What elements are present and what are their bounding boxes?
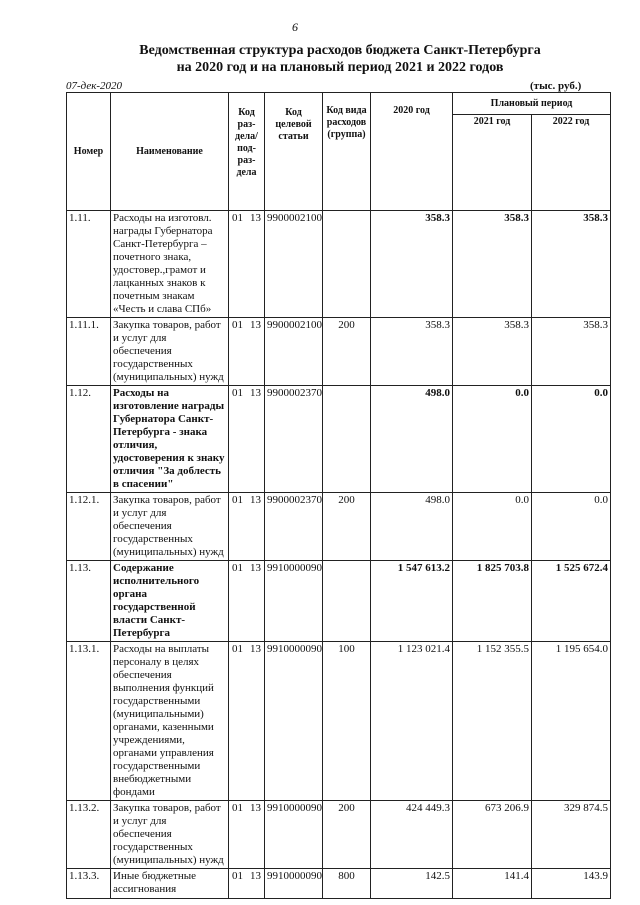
row-razdel-code: 01	[232, 319, 243, 331]
budget-table	[66, 92, 611, 899]
row-stat: 9900002100	[265, 318, 323, 386]
row-razdel	[229, 801, 265, 869]
row-stat: 9910000090	[265, 642, 323, 801]
row-amount-2020: 498.0	[371, 386, 453, 493]
row-podrazdel-code: 13	[250, 870, 261, 882]
row-amount-2022: 329 874.5	[532, 801, 611, 869]
row-vid	[323, 211, 371, 318]
row-podrazdel-code: 13	[250, 387, 261, 399]
row-amount-2020: 498.0	[371, 493, 453, 561]
row-amount-2021: 1 152 355.5	[453, 642, 532, 801]
header-stat: Код целевой статьи	[265, 93, 323, 211]
row-amount-2022: 358.3	[532, 211, 611, 318]
row-name: Расходы на выплаты персоналу в целях обеспечения выполнения функций государственными (муниципальными) органами, казенными учреждениями, органами управления государственными внебюджетными фондами	[111, 642, 229, 801]
title-line-2: на 2020 год и на плановый период 2021 и 2022 годов	[176, 60, 504, 75]
document-title	[60, 42, 620, 76]
row-amount-2022: 0.0	[532, 386, 611, 493]
row-amount-2022: 1 195 654.0	[532, 642, 611, 801]
row-amount-2021: 358.3	[453, 318, 532, 386]
row-number: 1.13.2.	[67, 801, 111, 869]
table-row	[67, 318, 611, 386]
header-2021: 2021 год	[453, 115, 532, 211]
row-razdel-code: 01	[232, 870, 243, 882]
row-number: 1.13.1.	[67, 642, 111, 801]
row-razdel	[229, 318, 265, 386]
row-razdel	[229, 211, 265, 318]
row-amount-2021: 0.0	[453, 386, 532, 493]
header-number: Номер	[67, 93, 111, 211]
header-planned-period: Плановый период	[453, 93, 611, 115]
row-podrazdel-code: 13	[250, 802, 261, 814]
header-razdel: Код раз-дела/ под-раз-дела	[229, 93, 265, 211]
row-name: Расходы на изготовл. награды Губернатора Санкт-Петербурга – почетного знака, удостовер.,грамот и лацканных знаков к почетным знакам «Честь и слава СПб»	[111, 211, 229, 318]
row-amount-2022: 358.3	[532, 318, 611, 386]
row-razdel-code: 01	[232, 562, 243, 574]
row-razdel	[229, 869, 265, 899]
row-name: Закупка товаров, работ и услуг для обеспечения государственных (муниципальных) нужд	[111, 801, 229, 869]
table-row	[67, 493, 611, 561]
row-name: Расходы на изготовление награды Губернатора Санкт-Петербурга - знака отличия, удостоверения к знаку отличия "За доблесть в спасении"	[111, 386, 229, 493]
row-podrazdel-code: 13	[250, 494, 261, 506]
row-amount-2020: 358.3	[371, 211, 453, 318]
row-amount-2020: 358.3	[371, 318, 453, 386]
row-stat: 9910000090	[265, 801, 323, 869]
row-vid: 200	[323, 318, 371, 386]
units-label: (тыс. руб.)	[530, 80, 582, 92]
table-row	[67, 869, 611, 899]
row-razdel-code: 01	[232, 494, 243, 506]
table-row	[67, 386, 611, 493]
header-2020: 2020 год	[371, 93, 453, 211]
table-row	[67, 642, 611, 801]
row-stat: 9900002370	[265, 493, 323, 561]
row-razdel	[229, 642, 265, 801]
row-amount-2021: 358.3	[453, 211, 532, 318]
row-stat: 9900002370	[265, 386, 323, 493]
row-amount-2022: 0.0	[532, 493, 611, 561]
row-podrazdel-code: 13	[250, 562, 261, 574]
row-vid: 800	[323, 869, 371, 899]
page-number: 6	[292, 20, 298, 34]
row-number: 1.13.3.	[67, 869, 111, 899]
row-podrazdel-code: 13	[250, 643, 261, 655]
row-amount-2022: 1 525 672.4	[532, 561, 611, 642]
header-name: Наименование	[111, 93, 229, 211]
row-stat: 9910000090	[265, 561, 323, 642]
row-podrazdel-code: 13	[250, 319, 261, 331]
row-vid	[323, 561, 371, 642]
row-vid	[323, 386, 371, 493]
row-razdel	[229, 493, 265, 561]
header-2022: 2022 год	[532, 115, 611, 211]
row-name: Закупка товаров, работ и услуг для обеспечения государственных (муниципальных) нужд	[111, 318, 229, 386]
row-amount-2021: 1 825 703.8	[453, 561, 532, 642]
table-row	[67, 801, 611, 869]
row-amount-2020: 142.5	[371, 869, 453, 899]
table-row	[67, 211, 611, 318]
row-razdel	[229, 561, 265, 642]
row-name: Содержание исполнительного органа государственной власти Санкт-Петербурга	[111, 561, 229, 642]
row-name: Закупка товаров, работ и услуг для обеспечения государственных (муниципальных) нужд	[111, 493, 229, 561]
row-razdel-code: 01	[232, 802, 243, 814]
row-razdel	[229, 386, 265, 493]
row-number: 1.12.1.	[67, 493, 111, 561]
title-line-1: Ведомственная структура расходов бюджета Санкт-Петербурга	[139, 43, 541, 58]
row-amount-2020: 1 547 613.2	[371, 561, 453, 642]
row-name: Иные бюджетные ассигнования	[111, 869, 229, 899]
row-number: 1.12.	[67, 386, 111, 493]
row-amount-2020: 424 449.3	[371, 801, 453, 869]
row-podrazdel-code: 13	[250, 212, 261, 224]
row-amount-2021: 673 206.9	[453, 801, 532, 869]
row-amount-2021: 141.4	[453, 869, 532, 899]
row-vid: 200	[323, 801, 371, 869]
row-number: 1.11.	[67, 211, 111, 318]
row-amount-2022: 143.9	[532, 869, 611, 899]
row-stat: 9910000090	[265, 869, 323, 899]
table-row	[67, 561, 611, 642]
row-amount-2020: 1 123 021.4	[371, 642, 453, 801]
budget-rows	[67, 211, 611, 899]
row-razdel-code: 01	[232, 212, 243, 224]
row-razdel-code: 01	[232, 643, 243, 655]
row-vid: 200	[323, 493, 371, 561]
row-stat: 9900002100	[265, 211, 323, 318]
row-number: 1.11.1.	[67, 318, 111, 386]
row-number: 1.13.	[67, 561, 111, 642]
row-amount-2021: 0.0	[453, 493, 532, 561]
row-vid: 100	[323, 642, 371, 801]
row-razdel-code: 01	[232, 387, 243, 399]
header-vid: Код вида расходов (группа)	[323, 93, 371, 211]
document-date: 07-дек-2020	[66, 80, 123, 92]
